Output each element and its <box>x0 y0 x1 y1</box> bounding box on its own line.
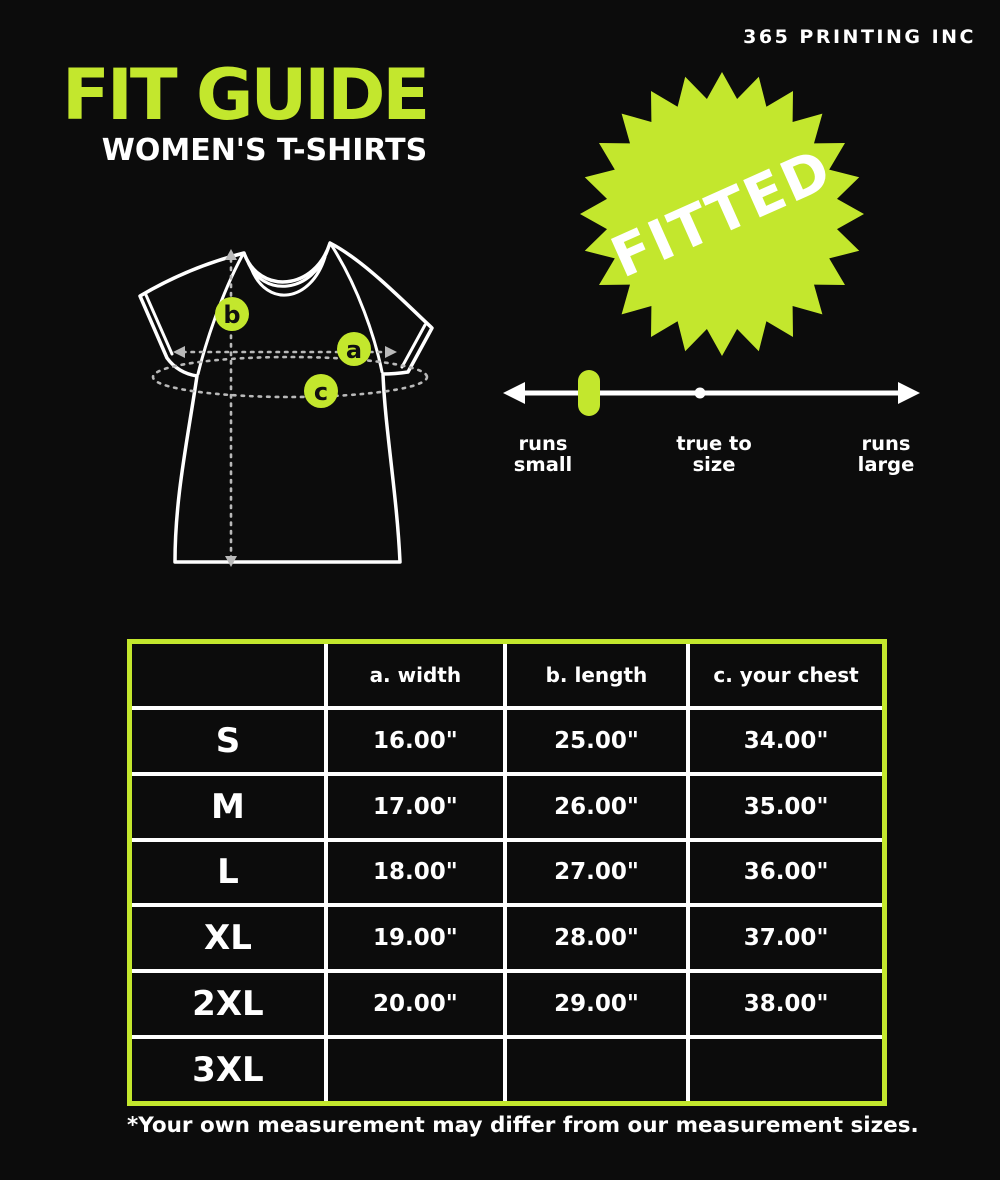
marker-c-letter: c <box>313 378 329 406</box>
marker-b-letter: b <box>223 301 241 329</box>
fitted-badge <box>578 70 866 358</box>
header-cell-empty <box>132 644 324 706</box>
scale-arrow-right-icon <box>898 382 920 404</box>
page-title: FIT GUIDE <box>62 54 428 136</box>
value-cell: 38.00" <box>690 973 882 1035</box>
scale-label-true-to-size <box>654 433 774 475</box>
cuff-line <box>146 295 172 354</box>
header-cell-width: a. width <box>328 644 503 706</box>
scale-label-runs-large <box>826 433 946 475</box>
size-cell: L <box>132 842 324 904</box>
value-cell: 29.00" <box>507 973 686 1035</box>
value-cell: 37.00" <box>690 907 882 969</box>
scale-midpoint-dot <box>695 388 706 399</box>
value-cell <box>507 1039 686 1101</box>
size-cell: XL <box>132 907 324 969</box>
value-cell: 34.00" <box>690 710 882 772</box>
scale-label-line: small <box>513 453 573 476</box>
fit-indicator <box>578 370 600 416</box>
value-cell: 16.00" <box>328 710 503 772</box>
tshirt-outline <box>140 243 432 562</box>
marker-a-letter: a <box>345 336 363 364</box>
arrow-left-icon <box>173 346 185 358</box>
fit-scale <box>495 358 925 430</box>
value-cell <box>328 1039 503 1101</box>
value-cell: 25.00" <box>507 710 686 772</box>
size-chart-table <box>127 639 887 1106</box>
page-subtitle: WOMEN'S T-SHIRTS <box>101 133 428 168</box>
size-cell: 2XL <box>132 973 324 1035</box>
size-cell: 3XL <box>132 1039 324 1101</box>
value-cell: 28.00" <box>507 907 686 969</box>
size-cell: S <box>132 710 324 772</box>
scale-label-line: true to <box>676 432 752 455</box>
disclaimer-text: *Your own measurement may differ from our measurement sizes. <box>127 1113 919 1138</box>
badge-label: FITTED <box>602 136 842 292</box>
arrow-right-icon <box>385 346 397 358</box>
scale-label-line: large <box>857 453 915 476</box>
size-cell: M <box>132 776 324 838</box>
scale-label-runs-small <box>483 433 603 475</box>
value-cell: 18.00" <box>328 842 503 904</box>
scale-arrow-left-icon <box>503 382 525 404</box>
scale-label-line: size <box>692 453 736 476</box>
title-block <box>62 54 428 168</box>
value-cell: 36.00" <box>690 842 882 904</box>
value-cell: 20.00" <box>328 973 503 1035</box>
value-cell: 27.00" <box>507 842 686 904</box>
value-cell: 19.00" <box>328 907 503 969</box>
value-cell <box>690 1039 882 1101</box>
tshirt-diagram <box>125 233 460 578</box>
value-cell: 35.00" <box>690 776 882 838</box>
value-cell: 26.00" <box>507 776 686 838</box>
header-cell-length: b. length <box>507 644 686 706</box>
brand-name: 365 PRINTING INC <box>743 26 976 48</box>
value-cell: 17.00" <box>328 776 503 838</box>
scale-label-line: runs <box>861 432 911 455</box>
header-cell-chest: c. your chest <box>690 644 882 706</box>
scale-label-line: runs <box>518 432 568 455</box>
